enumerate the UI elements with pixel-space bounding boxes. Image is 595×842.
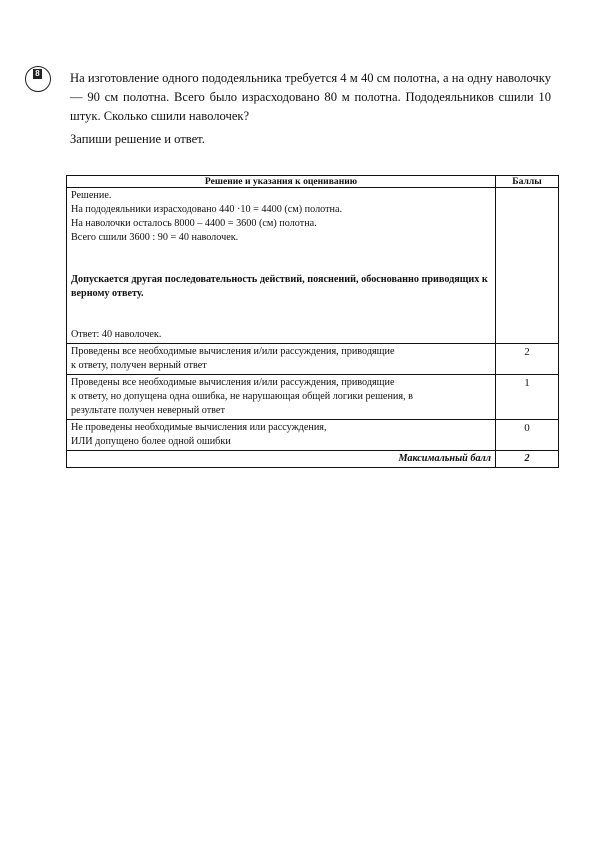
criterion-line: ИЛИ допущено более одной ошибки [71, 436, 231, 447]
max-score-row [67, 451, 559, 468]
criterion-text [67, 344, 496, 375]
criterion-points: 2 [496, 344, 559, 375]
spacer [71, 301, 491, 328]
table-header-row [67, 176, 559, 188]
solution-line: Решение. [71, 190, 112, 201]
solution-note: Допускается другая последовательность действий, пояснений, обоснованно приводящих к верному ответу. [71, 274, 488, 299]
spacer [71, 245, 491, 273]
criterion-line: Проведены все необходимые вычисления и/или рассуждения, приводящие [71, 377, 395, 388]
criterion-row [67, 420, 559, 451]
solution-line: Всего сшили 3600 : 90 = 40 наволочек. [71, 232, 239, 243]
criterion-row [67, 375, 559, 420]
solution-answer: Ответ: 40 наволочек. [71, 329, 162, 340]
criterion-points: 1 [496, 375, 559, 420]
task-instruction: Запиши решение и ответ. [70, 132, 205, 146]
task-text: На изготовление одного пододеяльника требуется 4 м 40 см полотна, а на одну наволочку — 90 см полотна. Всего было израсходовано 80 м полотна. Пододеяльников сшили 10 штук. Сколько сшили наволочек? [70, 71, 551, 123]
solution-row [67, 188, 559, 344]
criterion-text [67, 375, 496, 420]
criterion-line: Проведены все необходимые вычисления и/или рассуждения, приводящие [71, 346, 395, 357]
criterion-line: результате получен неверный ответ [71, 405, 225, 416]
criterion-line: Не проведены необходимые вычисления или рассуждения, [71, 422, 327, 433]
max-score-label: Максимальный балл [67, 451, 496, 468]
grading-table [66, 175, 559, 468]
criterion-line: к ответу, но допущена одна ошибка, не нарушающая общей логики решения, в [71, 391, 413, 402]
solution-line: На наволочки осталось 8000 – 4400 = 3600 (см) полотна. [71, 218, 317, 229]
criterion-line: к ответу, получен верный ответ [71, 360, 207, 371]
criterion-text [67, 420, 496, 451]
solution-points-cell [496, 188, 559, 344]
task-number-badge [25, 66, 51, 92]
header-points: Баллы [496, 176, 559, 188]
max-score-value: 2 [496, 451, 559, 468]
task-number: 8 [33, 69, 42, 79]
header-solution: Решение и указания к оцениванию [67, 176, 496, 188]
criterion-points: 0 [496, 420, 559, 451]
criterion-row [67, 344, 559, 375]
solution-line: На пододеяльники израсходовано 440 ·10 = 4400 (см) полотна. [71, 204, 343, 215]
solution-cell [67, 188, 496, 344]
